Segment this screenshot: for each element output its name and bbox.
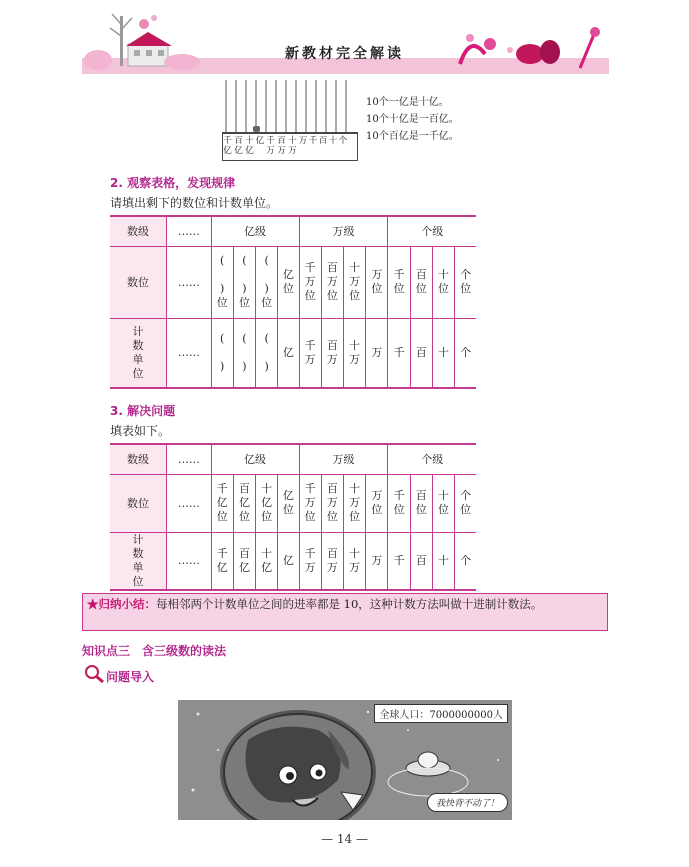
magnifier-icon (84, 664, 106, 684)
cell: …… (167, 216, 211, 246)
cell: 亿 (278, 318, 299, 388)
level-yi: 亿级 (211, 444, 299, 474)
cell: 千 亿 位 (211, 474, 233, 532)
cell: 十 万 (343, 318, 365, 388)
cell: 千 位 (388, 246, 410, 318)
row-header-level: 数级 (110, 216, 167, 246)
section-2-title: 2. 观察表格，发现规律 (110, 176, 236, 190)
cell: …… (167, 532, 211, 590)
cell: 万 位 (366, 474, 388, 532)
cell: 十 万 位 (343, 474, 365, 532)
blank-place-cell: ( ) 位 (256, 246, 278, 318)
cell: 个 位 (455, 246, 476, 318)
cell: 百 (410, 318, 432, 388)
intro-title: 问题导入 (106, 670, 155, 684)
abacus-column-label: 十万 (288, 136, 297, 156)
cell: 千 万 (299, 532, 321, 590)
cell: 百 亿 (233, 532, 255, 590)
page-number: — 14 — (321, 832, 368, 846)
cell: 十 位 (432, 246, 454, 318)
cell: 万 位 (366, 246, 388, 318)
cell: 千 (388, 532, 410, 590)
abacus-column-label: 千万 (266, 136, 275, 156)
summary-box (82, 593, 608, 631)
row-header-level: 数级 (110, 444, 167, 474)
blank-unit-cell: ( ) (211, 318, 233, 388)
abacus-column-label: 百 (318, 136, 328, 146)
cell: 亿 (278, 532, 299, 590)
blank-unit-cell: ( ) (233, 318, 255, 388)
abacus-column-label: 千 (308, 136, 318, 146)
cell: 十 亿 (256, 532, 278, 590)
cell: 个 (455, 532, 476, 590)
table-place-values-blank (110, 215, 476, 389)
summary-label: ★归纳小结： (87, 597, 156, 611)
cell: 万 (366, 532, 388, 590)
page-header-title: 新教材完全解读 (285, 46, 404, 62)
cell: 百 位 (410, 246, 432, 318)
flower-decoration (450, 24, 610, 74)
cell: 千 位 (388, 474, 410, 532)
cell: 百 万 (321, 318, 343, 388)
cell: 千 万 位 (299, 246, 321, 318)
blank-unit-cell: ( ) (256, 318, 278, 388)
blank-place-cell: ( ) 位 (211, 246, 233, 318)
abacus-labels (222, 136, 358, 156)
cell: 百 万 位 (321, 246, 343, 318)
cell: 十 (432, 318, 454, 388)
cell: 个 位 (455, 474, 476, 532)
blank-place-cell: ( ) 位 (233, 246, 255, 318)
cell: 个 (455, 318, 476, 388)
cell: 万 (366, 318, 388, 388)
row-header-unit: 计 数 单 位 (110, 532, 167, 590)
abacus-column-label: 千亿 (223, 136, 232, 156)
cell: 十 (432, 532, 454, 590)
cartoon-panel (178, 700, 512, 820)
abacus-column-label: 十亿 (245, 136, 254, 156)
cell: 亿 位 (278, 246, 299, 318)
cell: 十 万 位 (343, 246, 365, 318)
cell: …… (167, 246, 211, 318)
cell: 千 万 位 (299, 474, 321, 532)
abacus-column-label: 百万 (277, 136, 286, 156)
level-wan: 万级 (299, 444, 388, 474)
level-wan: 万级 (299, 216, 388, 246)
cell: 百 (410, 532, 432, 590)
abacus-facts (366, 94, 459, 145)
section-3-instruction: 填表如下。 (110, 424, 171, 438)
table-place-values-filled (110, 443, 476, 591)
cell: 千 万 (299, 318, 321, 388)
cell: 百 位 (410, 474, 432, 532)
summary-text: 每相邻两个计数单位之间的进率都是 10，这种计数方法叫做十进制计数法。 (156, 597, 543, 611)
abacus-column-label: 个 (338, 136, 348, 146)
knowledge-point-title: 知识点三 含三级数的读法 (82, 644, 227, 658)
cell: 百 万 位 (321, 474, 343, 532)
row-header-place: 数位 (110, 474, 167, 532)
population-label: 全球人口：7000000000人 (374, 704, 508, 723)
row-header-place: 数位 (110, 246, 167, 318)
cell: 十 万 (343, 532, 365, 590)
cell: 千 亿 (211, 532, 233, 590)
abacus-column-label: 万 (298, 136, 308, 146)
cell: 亿 位 (278, 474, 299, 532)
cell: 十 亿 位 (256, 474, 278, 532)
row-header-unit: 计 数 单 位 (110, 318, 167, 388)
cell: 十 位 (432, 474, 454, 532)
abacus-fact: 10个百亿是一千亿。 (366, 131, 459, 142)
cell: 千 (388, 318, 410, 388)
level-ge: 个级 (388, 444, 476, 474)
cell: …… (167, 474, 211, 532)
level-ge: 个级 (388, 216, 476, 246)
cell: …… (167, 318, 211, 388)
abacus-fact: 10个一亿是十亿。 (366, 97, 449, 108)
abacus-column-label: 百亿 (234, 136, 243, 156)
cell: …… (167, 444, 211, 474)
abacus-fact: 10个十亿是一百亿。 (366, 114, 459, 125)
level-yi: 亿级 (211, 216, 299, 246)
cell: 百 亿 位 (233, 474, 255, 532)
speech-bubble: 我快背不动了！ (427, 793, 508, 812)
cell: 百 万 (321, 532, 343, 590)
section-2-instruction: 请填出剩下的数位和计数单位。 (110, 196, 279, 210)
abacus-column-label: 亿 (255, 136, 265, 146)
section-3-title: 3. 解决问题 (110, 404, 176, 418)
abacus-column-label: 十 (328, 136, 338, 146)
